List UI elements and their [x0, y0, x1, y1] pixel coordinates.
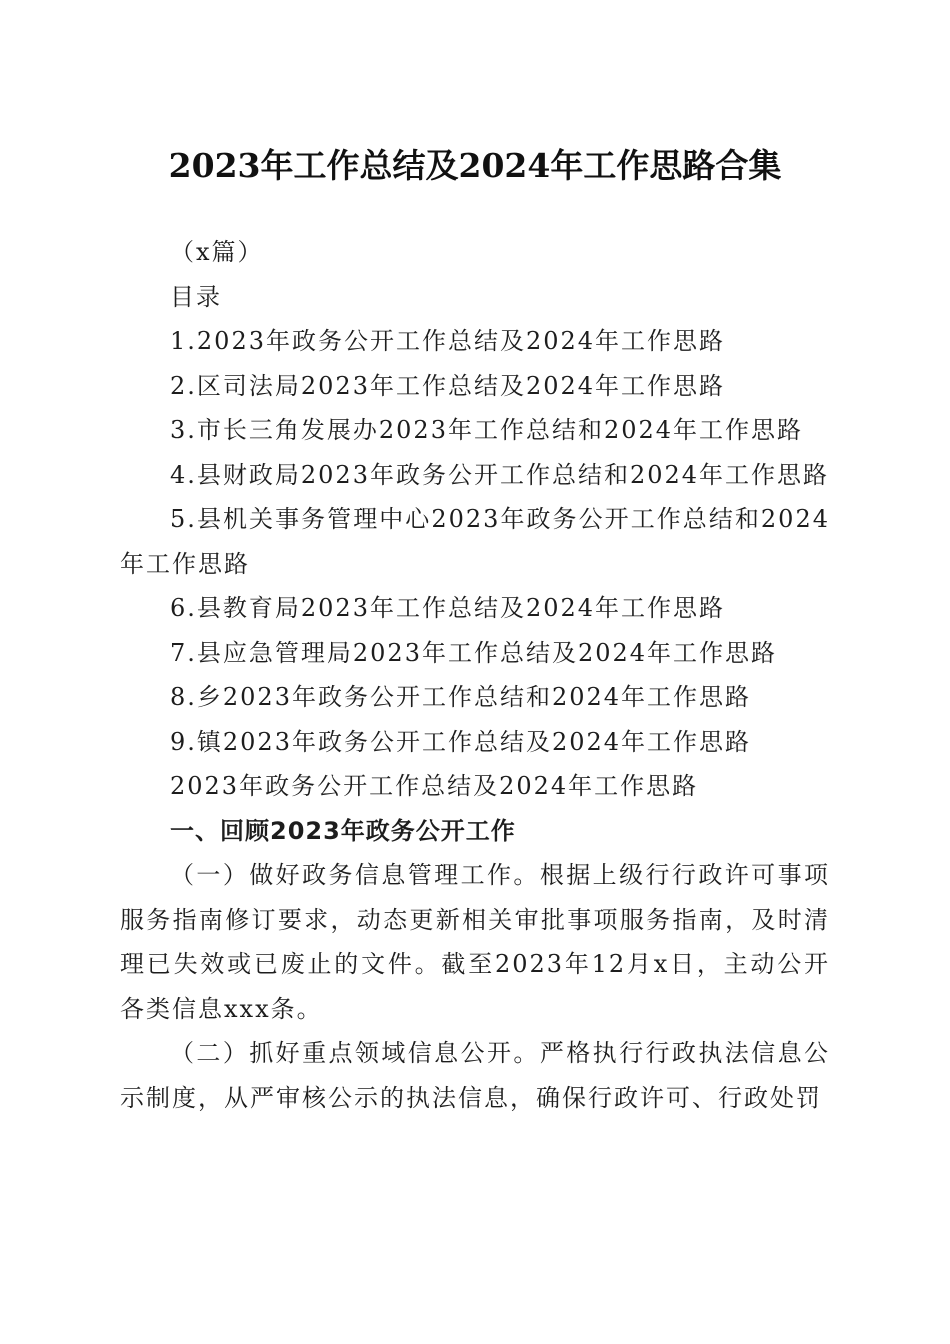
toc-item: 4.县财政局2023年政务公开工作总结和2024年工作思路: [170, 460, 830, 489]
toc-item: 5.县机关事务管理中心2023年政务公开工作总结和2024: [170, 505, 830, 533]
document-body: [120, 230, 830, 1120]
paragraph: （二）抓好重点领域信息公开。严格执行行政执法信息公示制度，从严审核公示的执法信息，确保行政许可、行政处罚: [120, 1039, 830, 1112]
toc-item: 3.市长三角发展办2023年工作总结和2024年工作思路: [170, 416, 804, 444]
toc-item: 8.乡2023年政务公开工作总结和2024年工作思路: [170, 683, 752, 711]
toc-item-continuation: 年工作思路: [120, 549, 250, 578]
toc-item: 9.镇2023年政务公开工作总结及2024年工作思路: [170, 727, 752, 756]
toc-item: 7.县应急管理局2023年工作总结及2024年工作思路: [170, 638, 778, 667]
toc-item: 2.区司法局2023年工作总结及2024年工作思路: [170, 371, 726, 400]
toc-heading: 目录: [170, 282, 222, 311]
count-note: （x篇）: [170, 238, 264, 266]
article-title: 2023年政务公开工作总结及2024年工作思路: [170, 772, 699, 800]
section-heading: 一、回顾2023年政务公开工作: [170, 816, 516, 845]
toc-item: 6.县教育局2023年工作总结及2024年工作思路: [170, 594, 726, 622]
document-title: 2023年工作总结及2024年工作思路合集: [168, 146, 782, 185]
paragraph: （一）做好政务信息管理工作。根据上级行行政许可事项服务指南修订要求，动态更新相关审批事项服务指南，及时清理已失效或已废止的文件。截至2023年12月x日，主动公开各类信息xxx条。: [120, 861, 830, 1023]
toc-item: 1.2023年政务公开工作总结及2024年工作思路: [170, 327, 726, 355]
